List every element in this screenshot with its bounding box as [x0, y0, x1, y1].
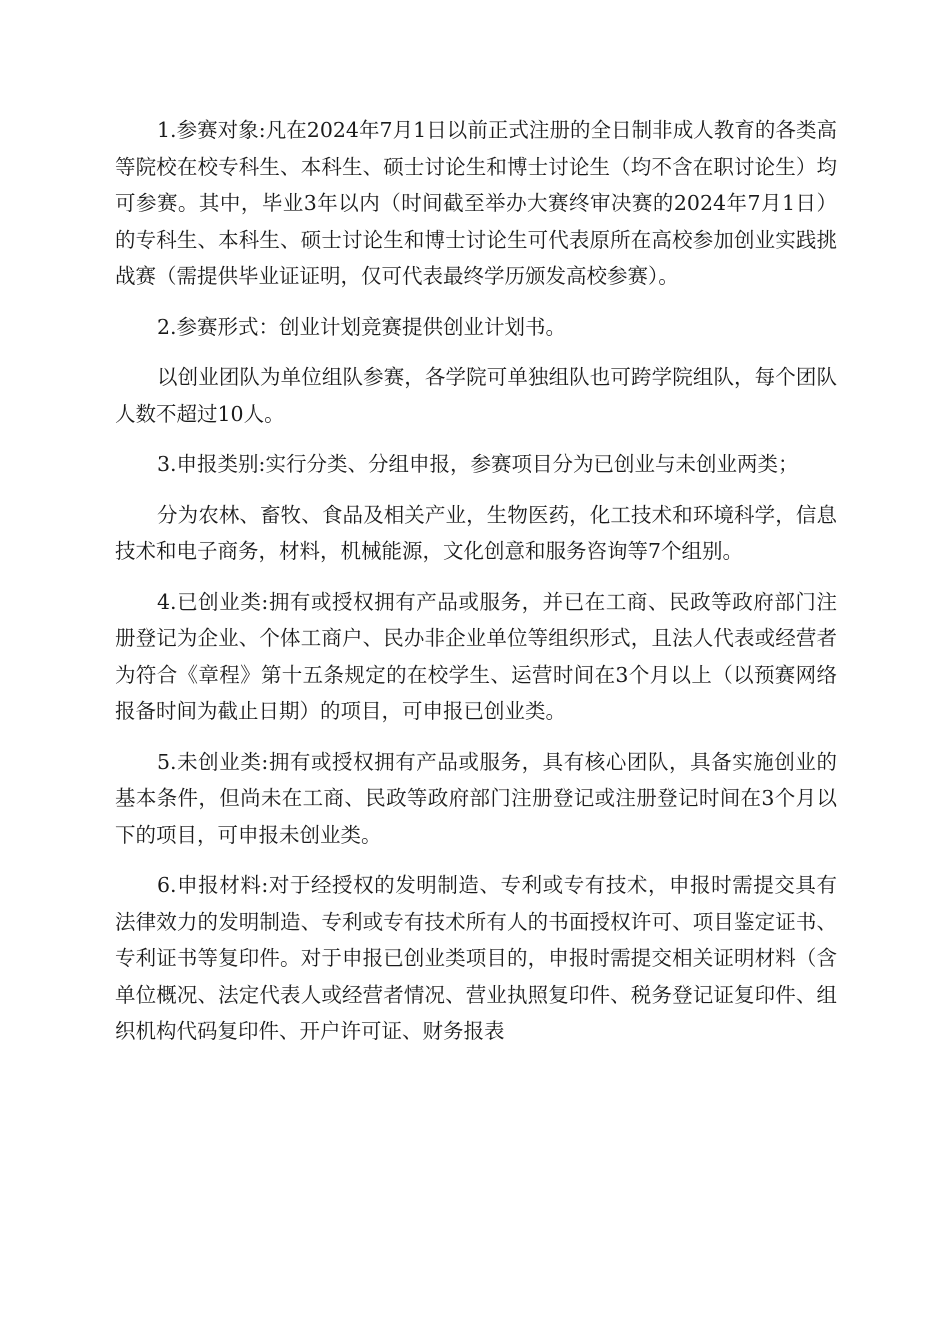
paragraph-category: 3.申报类别:实行分类、分组申报，参赛项目分为已创业与未创业两类； [157, 452, 799, 476]
paragraph-founded: 4.已创业类:拥有或授权拥有产品或服务，并已在工商、民政等政府部门注册登记为企业、个体工商户、民办非企业单位等组织形式，且法人代表或经营者为符合《章程》第十五条规定的在校学生、运营时间在3个月以上（以预赛网络报备时间为截止日期）的项目，可申报已创业类。 [115, 589, 837, 723]
paragraph-not-founded: 5.未创业类:拥有或授权拥有产品或服务，具有核心团队，具备实施创业的基本条件，但尚未在工商、民政等政府部门注册登记或注册登记时间在3个月以下的项目，可申报未创业类。 [115, 749, 837, 847]
paragraph-format: 2.参赛形式：创业计划竞赛提供创业计划书。 [157, 314, 567, 339]
paragraph-eligibility: 1.参赛对象:凡在2024年7月1日以前正式注册的全日制非成人教育的各类高等院校在校专科生、本科生、硕士讨论生和博士讨论生（均不含在职讨论生）均可参赛。其中，毕业3年以内（时间截至举办大赛终审决赛的2024年7月1日）的专科生、本科生、硕士讨论生和博士讨论生可代表原所在高校参加创业实践挑战赛（需提供毕业证证明，仅可代表最终学历颁发高校参赛）。 [115, 118, 837, 288]
paragraph-materials: 6.申报材料:对于经授权的发明制造、专利或专有技术，申报时需提交具有法律效力的发明制造、专利或专有技术所有人的书面授权许可、项目鉴定证书、专利证书等复印件。对于申报已创业类项目的，申报时需提交相关证明材料（含单位概况、法定代表人或经营者情况、营业执照复印件、税务登记证复印件、组织机构代码复印件、开户许可证、财务报表 [115, 873, 837, 1043]
paragraph-groups: 分为农林、畜牧、食品及相关产业，生物医药，化工技术和环境科学，信息技术和电子商务，材料，机械能源，文化创意和服务咨询等7个组别。 [115, 502, 837, 563]
document-body [115, 112, 837, 1064]
paragraph-team: 以创业团队为单位组队参赛，各学院可单独组队也可跨学院组队，每个团队人数不超过10人。 [115, 365, 837, 426]
